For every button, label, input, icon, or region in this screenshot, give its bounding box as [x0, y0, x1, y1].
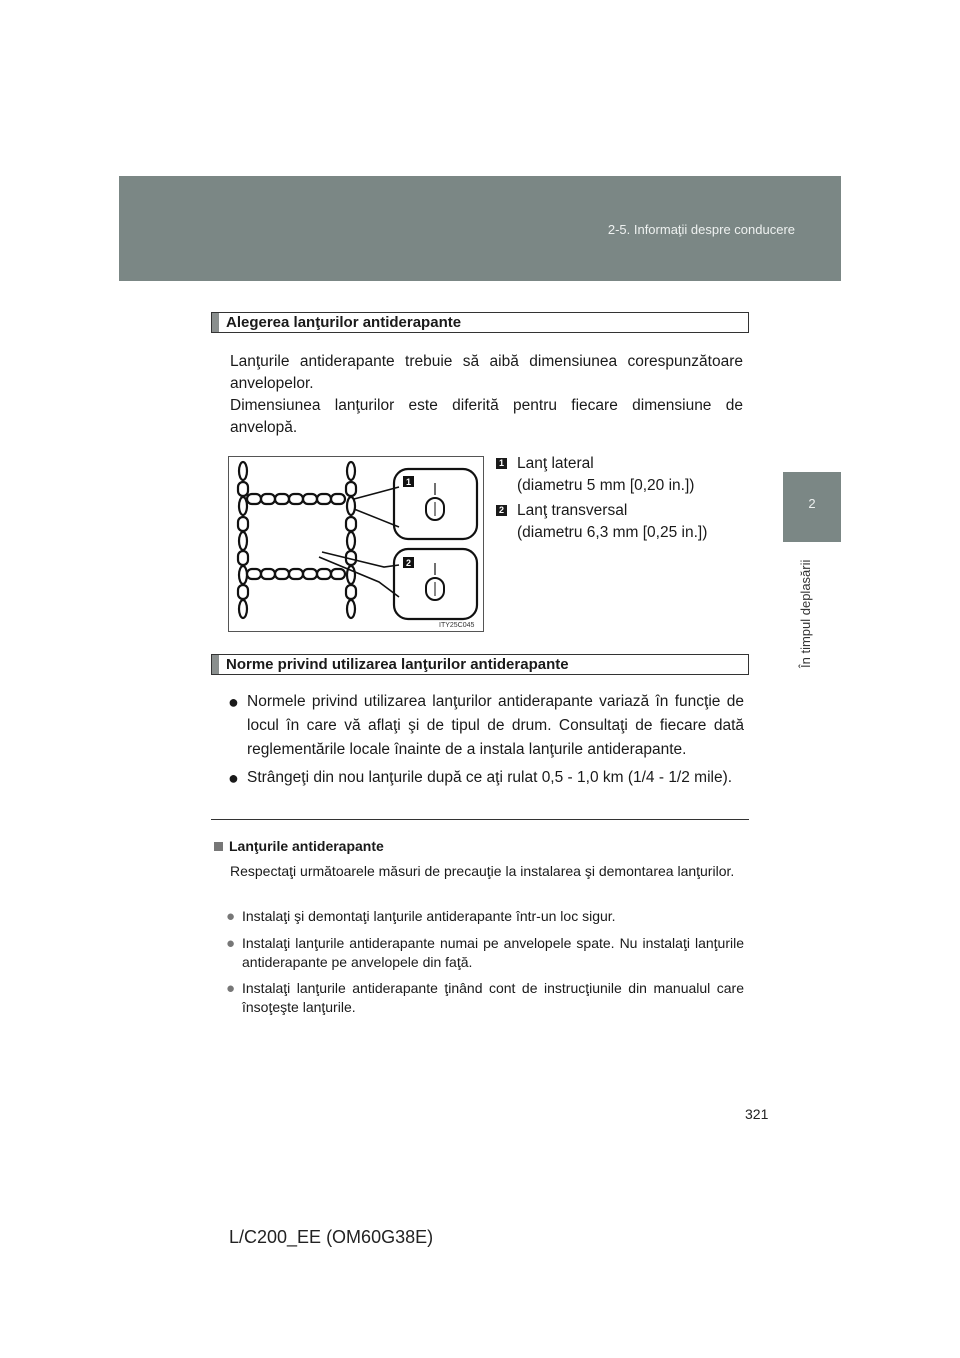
bullet-retighten: ● Strângeţi din nou lanţurile după ce aţi rulat 0,5 - 1,0 km (1/4 - 1/2 mile). [228, 768, 733, 788]
note-intro: Respectaţi următoarele măsuri de precauţie la instalarea şi demontarea lanţurilor. [230, 863, 735, 879]
chapter-tab: 2 [783, 472, 841, 542]
note-bullet: ● Instalaţi şi demontaţi lanţurile antiderapante într-un loc sigur. [226, 908, 616, 925]
paragraph-size: Lanţurile antiderapante trebuie să aibă dimensiunea corespunzătoare anvelopelor. [230, 353, 743, 392]
section-heading: 2-5. Informaţii despre conducere [607, 222, 795, 237]
bullet-dot: ● [226, 980, 236, 997]
page-number: 321 [745, 1106, 769, 1122]
bullet-dot: ● [228, 692, 239, 712]
section-title-choosing-chains: Alegerea lanţurilor antiderapante [211, 312, 749, 333]
side-chain-right [346, 462, 356, 618]
svg-text:1: 1 [405, 477, 412, 487]
bullet-rules-vary: ● Normele privind utilizarea lanţurilor antiderapante variază în funcţie de locul în care vă aflaţi şi de tipul de drum. Consultaţi de fiecare dată reglementările locale înainte de a instala lanţurile antiderapante. [228, 692, 744, 758]
bullet-dot: ● [228, 768, 239, 788]
legend-badge: 2 [496, 505, 507, 516]
chapter-label [778, 548, 848, 673]
diagram-code: ITY25C045 [439, 622, 475, 629]
legend-text: Lanţ transversal (diametru 6,3 mm [0,25 in.]) [517, 502, 708, 541]
legend-text: Lanţ lateral (diametru 5 mm [0,20 in.]) [517, 455, 695, 494]
legend-badge: 1 [496, 458, 507, 469]
note-title: Lanţurile antiderapante [214, 836, 744, 856]
cross-chain-bottom [247, 569, 345, 579]
note-bullet: ● Instalaţi lanţurile antiderapante numai pe anvelopele spate. Nu instalaţi lanţurile antiderapante pe anvelopele din faţă. [226, 935, 744, 970]
bullet-dot: ● [226, 935, 236, 952]
square-bullet-icon [214, 842, 223, 851]
chain-diagram [228, 456, 484, 632]
cross-chain-top [247, 494, 345, 504]
chapter-label-text: În timpul deplasării [798, 559, 813, 668]
paragraph-diameter: Dimensiunea lanţurilor este diferită pentru fiecare dimensiune de anvelopă. [230, 397, 743, 436]
footer-model-code: L/C200_EE (OM60G38E) [229, 1227, 434, 1247]
bullet-dot: ● [226, 908, 236, 925]
chain-illustration [229, 457, 483, 631]
divider [211, 819, 749, 820]
side-chain-left [238, 462, 248, 618]
header-band [119, 176, 841, 281]
note-bullet: ● Instalaţi lanţurile antiderapante ţinând cont de instrucţiunile din manualul care însoţeşte lanţurile. [226, 980, 744, 1015]
svg-text:2: 2 [405, 558, 412, 568]
section-title-chain-rules: Norme privind utilizarea lanţurilor antiderapante [211, 654, 749, 675]
